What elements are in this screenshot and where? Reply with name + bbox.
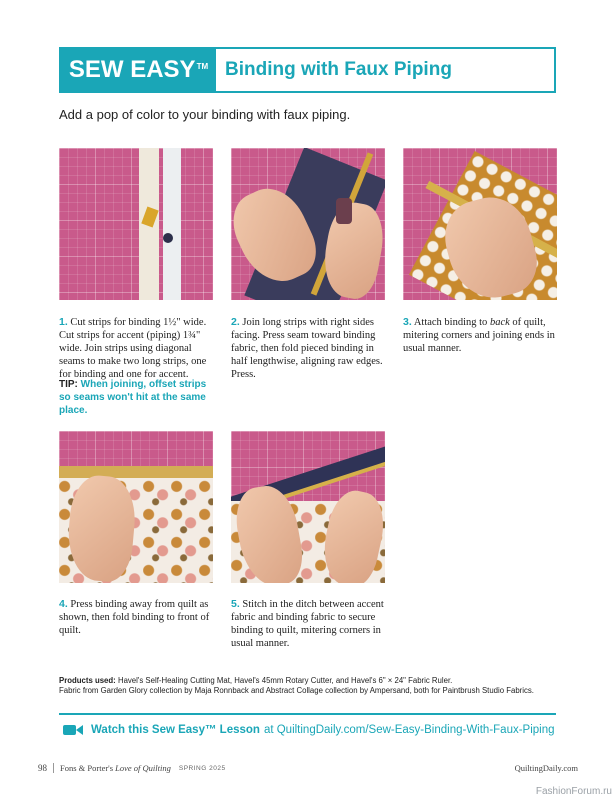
- step-2-number: 2.: [231, 316, 240, 328]
- tip-text: When joining, offset strips so seams won't hit at the same place.: [59, 379, 207, 416]
- magazine-name: Love of Quilting: [115, 763, 171, 773]
- footer-site[interactable]: QuiltingDaily.com: [514, 763, 578, 773]
- tip-box: [59, 378, 219, 417]
- sew-easy-badge: [61, 49, 216, 91]
- magazine-title: [60, 763, 171, 773]
- products-line-2: Fabric from Garden Glory collection by Maja Ronnback and Abstract Collage collection by Ampersand, both for Paintbrush Studio Fabrics.: [59, 686, 534, 695]
- step-2-photo: [231, 148, 385, 300]
- magazine-prefix: Fons & Porter's: [60, 763, 114, 773]
- watermark: FashionForum.ru: [535, 786, 612, 797]
- step-3-number: 3.: [403, 316, 412, 328]
- page-header: [59, 47, 556, 93]
- watch-lesson-bar: [59, 713, 556, 745]
- page-footer: [38, 763, 578, 773]
- step-3-text-pre: Attach binding to: [413, 317, 490, 328]
- badge-trademark: TM: [196, 61, 209, 71]
- step-4-caption: [59, 598, 219, 637]
- intro-text: Add a pop of color to your binding with faux piping.: [59, 107, 351, 122]
- tip-label: TIP:: [59, 379, 78, 390]
- step-3-photo: [403, 148, 557, 300]
- badge-text: SEW EASY: [68, 56, 196, 83]
- step-5-number: 5.: [231, 598, 240, 610]
- page-number: 98: [38, 763, 47, 773]
- watch-lesson-label: Watch this Sew Easy™ Lesson: [91, 724, 260, 736]
- step-4-text: Press binding away from quilt as shown, then fold binding to front of quilt.: [59, 599, 210, 636]
- step-1-number: 1.: [59, 316, 68, 328]
- page-title: Binding with Faux Piping: [225, 59, 452, 80]
- step-1-photo: [59, 148, 213, 300]
- step-3-text-post: of quilt, mitering corners and joining ends in usual manner.: [403, 317, 555, 354]
- step-5-photo: [231, 431, 385, 583]
- watch-lesson-link[interactable]: at QuiltingDaily.com/Sew-Easy-Binding-With-Faux-Piping: [263, 724, 555, 736]
- step-2-text: Join long strips with right sides facing. Press seam toward binding fabric, then fold pieced binding in half lengthwise, aligning raw edges. Press.: [231, 317, 383, 380]
- step-1-caption: [59, 316, 219, 381]
- products-label: Products used:: [59, 676, 116, 685]
- issue-date: SPRING 2025: [178, 764, 226, 772]
- step-2-caption: [231, 316, 391, 381]
- step-1-text: Cut strips for binding 1½" wide. Cut strips for accent (piping) 1¾" wide. Join strips using diagonal seams to make two long strips, one for binding and one for accent.: [59, 317, 207, 380]
- step-4-number: 4.: [59, 598, 68, 610]
- step-4-photo: [59, 431, 213, 583]
- products-used: [59, 676, 559, 696]
- step-5-text: Stitch in the ditch between accent fabric and binding fabric to secure binding to quilt, mitering corners in usual manner.: [231, 599, 384, 649]
- video-camera-icon: [63, 723, 83, 737]
- step-3-caption: [403, 316, 563, 355]
- step-3-text-em: back: [489, 317, 510, 328]
- step-5-caption: [231, 598, 391, 650]
- products-line-1: Havel's Self-Healing Cutting Mat, Havel's 45mm Rotary Cutter, and Havel's 6" × 24" Fabric Ruler.: [117, 676, 453, 685]
- footer-divider: [53, 763, 54, 773]
